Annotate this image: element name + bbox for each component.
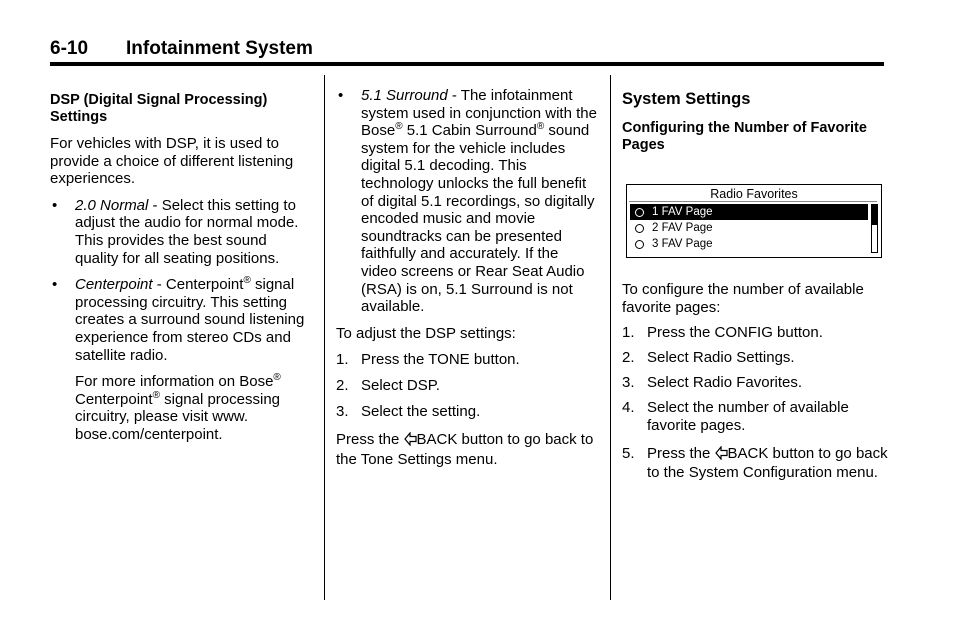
bullet-term: 5.1 Surround: [361, 87, 448, 104]
radio-icon: [635, 208, 644, 217]
screen-title: Radio Favorites: [710, 187, 798, 201]
dsp-intro: For vehicles with DSP, it is used to provide a choice of different listening experiences.: [50, 135, 294, 188]
step-text: Select the number of available favorite pages.: [647, 399, 849, 435]
radio-favorites-screen: [626, 184, 882, 258]
bullet-text: - Select this setting to adjust the audio for normal mode. This provides the best sound quality for all seating positions.: [75, 196, 299, 267]
step-text: Press the: [647, 444, 715, 462]
back-text: Press the: [336, 431, 404, 449]
column-3-lower: [622, 281, 888, 482]
registered-mark: ®: [395, 121, 403, 133]
fav-page-option-2[interactable]: [630, 220, 868, 236]
bullet-term: 2.0 Normal: [75, 196, 149, 214]
column-2: [336, 87, 598, 468]
bullet-text: sound system for the vehicle includes digital 5.1 decoding. This technology unlocks the full benefit of digital 5.1 recordings, so digitally encoded music and movie soundtracks can be presented faithfully and accurately. If the video screens or Rear Seat Audio (RSA) is on, 5.1 Surround is not available.: [361, 122, 595, 316]
option-label: 3 FAV Page: [652, 238, 713, 250]
registered-mark: ®: [152, 389, 160, 401]
header-rule: [50, 62, 884, 66]
bullet-text: signal processing circuitry. This setting creates a surround sound listening experience from stereo CDs and satellite radio.: [75, 276, 305, 364]
scrollbar-thumb[interactable]: [872, 205, 877, 225]
step-text: Press the CONFIG button.: [647, 324, 823, 342]
step-text: Select Radio Settings.: [647, 349, 795, 367]
more-info: [50, 373, 314, 443]
list-item: [50, 276, 314, 364]
option-label: 1 FAV Page: [652, 206, 713, 218]
list-item: 4. Select the number of available favorite pages.: [622, 399, 849, 435]
bullet-icon: •: [338, 87, 344, 104]
favorites-subheading: Configuring the Number of Favorite Pages: [622, 119, 867, 153]
step-text: Select DSP.: [361, 376, 440, 394]
adjust-intro: To adjust the DSP settings:: [336, 324, 516, 342]
fav-page-option-1[interactable]: [630, 204, 868, 220]
step-text: BACK button to go back to the System Configuration menu.: [647, 444, 888, 482]
registered-mark: ®: [536, 121, 545, 133]
list-item: [336, 87, 598, 316]
bullet-text: 5.1 Cabin Surround: [402, 122, 537, 140]
back-arrow-icon: [715, 446, 728, 465]
system-settings-heading: System Settings: [622, 90, 751, 108]
bullet-term: Centerpoint: [75, 276, 153, 294]
list-item: 3. Select the setting.: [336, 402, 481, 420]
more-info-text: signal processing circuitry, please visit www. bose.com/centerpoint.: [75, 390, 281, 443]
list-item: 1. Press the TONE button.: [336, 351, 520, 369]
list-item: 2. Select Radio Settings.: [622, 349, 795, 367]
screen-divider: [629, 201, 877, 202]
configure-intro: To configure the number of available favorite pages:: [622, 281, 864, 316]
bullet-text: - Centerpoint: [152, 276, 244, 294]
list-item: 2. Select DSP.: [336, 376, 440, 394]
step-text: Press the TONE button.: [361, 351, 520, 369]
registered-mark: ®: [273, 372, 281, 384]
column-divider: [610, 75, 611, 600]
step-text: Select the setting.: [361, 402, 481, 420]
page-header: [50, 38, 313, 60]
page-number: 6-10: [50, 38, 89, 59]
more-info-text: For more information on Bose: [75, 373, 274, 391]
step-text: Select Radio Favorites.: [647, 374, 803, 392]
column-1: [50, 92, 314, 444]
radio-icon: [635, 224, 644, 233]
bullet-icon: •: [52, 196, 58, 214]
column-divider: [324, 75, 325, 600]
list-item: [50, 197, 314, 267]
radio-icon: [635, 240, 644, 249]
registered-mark: ®: [243, 275, 251, 287]
more-info-text: Centerpoint: [75, 390, 153, 408]
column-3: [622, 91, 888, 154]
screen-scrollbar[interactable]: [871, 204, 878, 253]
fav-page-option-3[interactable]: [630, 236, 868, 252]
bullet-icon: •: [52, 276, 58, 294]
list-item: 5. Press the BACK button to go back to the System Configuration menu.: [622, 444, 888, 482]
back-instruction: [336, 431, 598, 468]
option-label: 2 FAV Page: [652, 222, 713, 234]
list-item: 3. Select Radio Favorites.: [622, 374, 803, 392]
bullet-text: - The infotainment system used in conjunction with the Bose: [361, 87, 597, 140]
section-title: Infotainment System: [126, 38, 313, 59]
dsp-heading: DSP (Digital Signal Processing) Settings: [50, 92, 268, 125]
back-text: BACK button to go back to the Tone Settings menu.: [336, 431, 594, 468]
back-arrow-icon: [404, 432, 417, 451]
list-item: 1. Press the CONFIG button.: [622, 324, 823, 342]
